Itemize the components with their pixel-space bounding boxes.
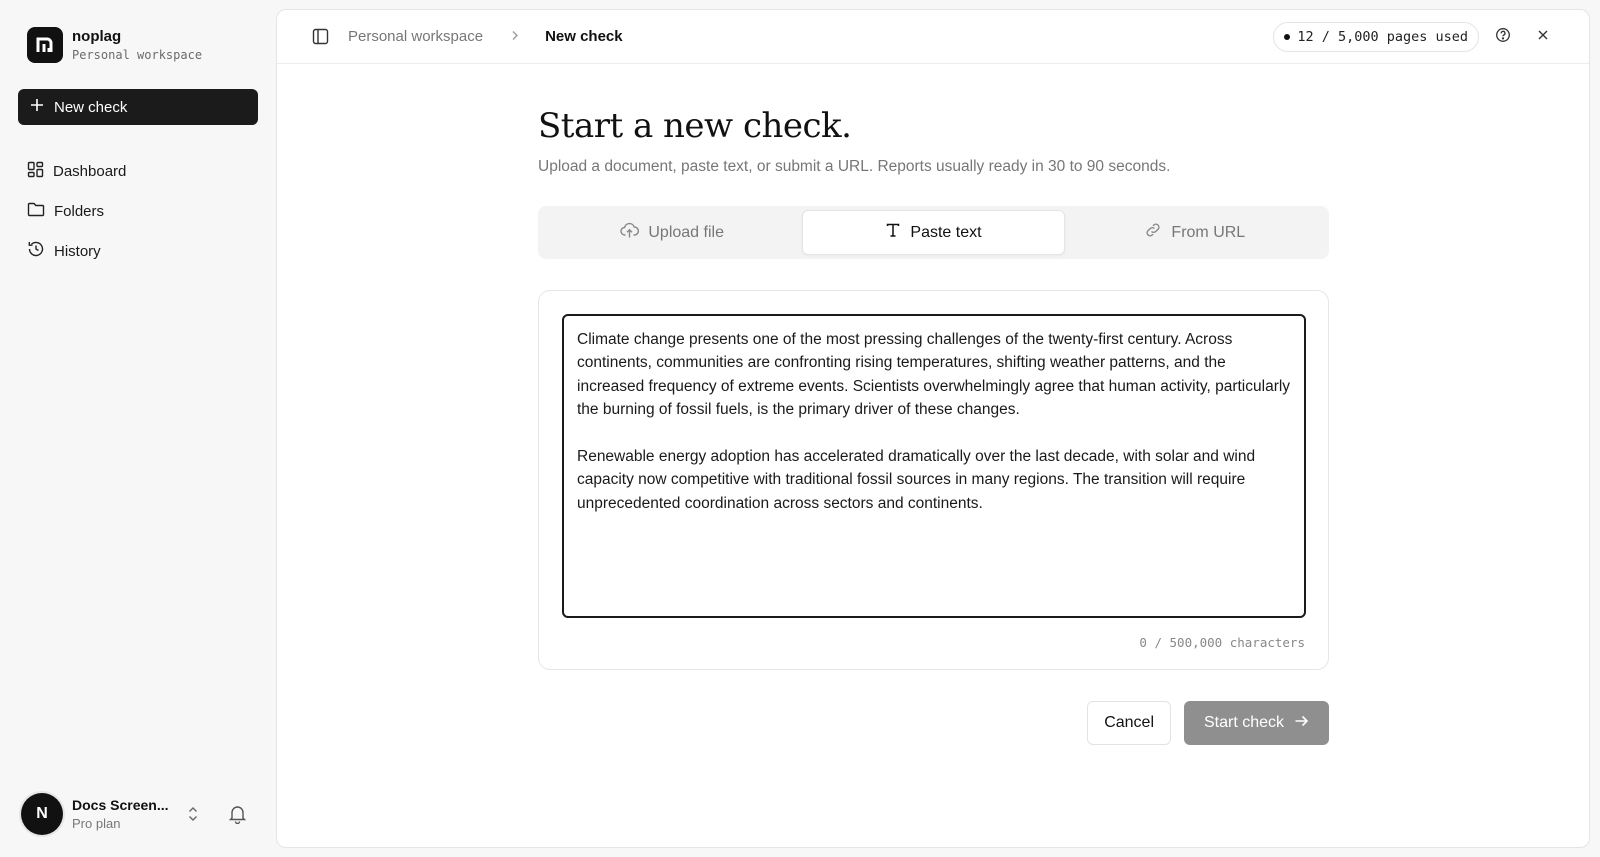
new-check-button[interactable]: [18, 89, 258, 125]
page-title: Start a new check.: [538, 106, 852, 146]
chevron-right-icon: [511, 29, 519, 44]
tab-label: From URL: [1171, 223, 1246, 241]
bell-icon[interactable]: [226, 803, 248, 825]
paste-text-input[interactable]: [562, 314, 1306, 618]
user-name: Docs Screen...: [72, 797, 169, 813]
avatar: N: [21, 793, 63, 835]
sidebar-item-dashboard[interactable]: [18, 151, 258, 191]
usage-text: 12 / 5,000 pages used: [1297, 29, 1468, 45]
arrow-right-icon: [1294, 714, 1309, 733]
user-plan: Pro plan: [72, 816, 121, 831]
character-count: 0 / 500,000 characters: [1139, 635, 1305, 650]
start-check-button[interactable]: [1184, 701, 1329, 745]
form-actions: [538, 701, 1329, 745]
sidebar-nav: [18, 151, 258, 271]
user-menu[interactable]: [21, 792, 261, 836]
sidebar: [0, 0, 276, 857]
noplag-logo-icon: [27, 27, 63, 63]
new-check-label: New check: [54, 98, 128, 116]
folder-icon: [27, 201, 45, 222]
plus-icon: [30, 98, 44, 116]
history-icon: [27, 240, 45, 262]
workspace-name: Personal workspace: [72, 48, 203, 62]
link-icon: [1144, 221, 1162, 244]
paste-text-card: [538, 290, 1329, 670]
sidebar-item-folders[interactable]: [18, 191, 258, 231]
sidebar-item-label: History: [54, 242, 101, 260]
breadcrumb: [330, 28, 623, 45]
start-check-label: Start check: [1203, 714, 1285, 731]
help-icon[interactable]: [1495, 27, 1513, 45]
sidebar-item-history[interactable]: [18, 231, 258, 271]
page-subtitle: Upload a document, paste text, or submit a URL. Reports usually ready in 30 to 90 seconds.: [538, 158, 1171, 175]
text-icon: [885, 222, 901, 243]
tab-label: Paste text: [910, 223, 982, 241]
brand[interactable]: [27, 27, 202, 63]
input-mode-tabs: [538, 206, 1329, 259]
usage-badge: [1273, 22, 1479, 52]
close-icon[interactable]: [1535, 27, 1553, 45]
new-check-form: [538, 106, 1329, 745]
breadcrumb-current: New check: [545, 28, 623, 45]
chevron-up-down-icon[interactable]: [184, 803, 202, 825]
sidebar-toggle-icon[interactable]: [312, 28, 330, 46]
cancel-button[interactable]: Cancel: [1087, 701, 1171, 745]
sidebar-item-label: Folders: [54, 202, 105, 220]
main-panel: [276, 9, 1590, 848]
status-dot-icon: [1284, 34, 1290, 40]
brand-name: noplag: [72, 28, 122, 45]
topbar: [277, 10, 1589, 64]
dashboard-icon: [27, 161, 44, 182]
tab-paste-text[interactable]: [802, 210, 1064, 255]
sidebar-item-label: Dashboard: [53, 162, 127, 180]
tab-from-url[interactable]: [1065, 210, 1325, 255]
upload-cloud-icon: [620, 222, 639, 244]
breadcrumb-workspace[interactable]: Personal workspace: [348, 28, 484, 45]
tab-label: Upload file: [648, 223, 724, 241]
tab-upload-file[interactable]: [542, 210, 802, 255]
